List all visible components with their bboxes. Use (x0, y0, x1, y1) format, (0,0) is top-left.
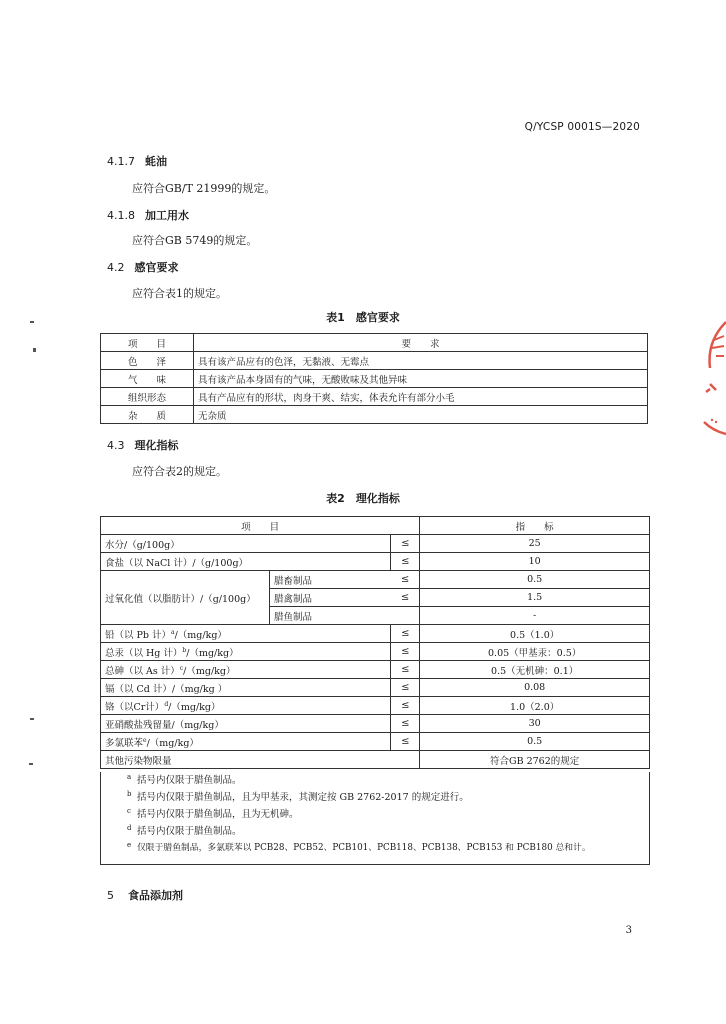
heading-4-3 (107, 437, 179, 453)
table-row (101, 661, 650, 679)
heading-4-1-8 (107, 207, 189, 223)
footnote-mark: e (143, 736, 147, 744)
footnote-mark: d (164, 700, 169, 708)
item-cell: 过氧化值（以脂肪计）/（g/100g） (101, 571, 270, 625)
sign-cell: ≤ (391, 625, 420, 643)
footnote-mark: a (127, 773, 132, 781)
footnote-mark: b (127, 790, 132, 798)
item-unit: /（mg/kg） (183, 665, 236, 677)
table-row (101, 553, 650, 571)
table-header-row (101, 517, 650, 535)
footnote (101, 772, 649, 789)
table2-caption: 表2 理化指标 (326, 492, 400, 505)
footnote-mark: c (179, 664, 184, 672)
value-cell: 0.5 (420, 571, 650, 589)
stamp-dot (711, 419, 713, 421)
heading-5 (107, 887, 183, 903)
sign-cell (391, 607, 420, 625)
item-text: 铅（以 Pb 计） (105, 629, 172, 641)
footnote (101, 840, 649, 857)
scan-mark (30, 321, 34, 323)
table-row (101, 697, 650, 715)
table2-notes (100, 772, 650, 865)
seal-stamp-fragment (700, 318, 726, 438)
paragraph-4-2: 应符合表1的规定。 (132, 287, 227, 300)
footnote-mark: c (127, 807, 131, 815)
value-cell: 0.08 (420, 679, 650, 697)
value-cell: - (420, 607, 650, 625)
table-cell: 具有该产品本身固有的气味，无酸败味及其他异味 (194, 370, 648, 388)
table-row (101, 733, 650, 751)
sign-cell: ≤ (391, 571, 420, 589)
scan-mark (30, 718, 34, 720)
table-cell: 无杂质 (194, 406, 648, 424)
table-row (101, 370, 648, 388)
table-row (101, 571, 650, 589)
heading-title: 理化指标 (134, 439, 179, 452)
sign-cell: ≤ (391, 535, 420, 553)
table1-caption: 表1 感官要求 (326, 311, 400, 324)
sign-cell: ≤ (391, 679, 420, 697)
table-row (101, 751, 650, 769)
sub-item-cell: 腊禽制品 (270, 589, 391, 607)
value-cell: 符合GB 2762的规定 (420, 751, 650, 769)
stamp-arc (704, 422, 726, 434)
heading-title: 蚝油 (145, 155, 167, 168)
table-cell: 杂 质 (101, 406, 194, 424)
table-cell: 组织形态 (101, 388, 194, 406)
heading-number: 4.3 (107, 439, 125, 452)
sign-cell: ≤ (391, 643, 420, 661)
heading-title: 食品添加剂 (128, 889, 183, 902)
item-cell (101, 643, 391, 661)
item-cell: 镉（以 Cd 计）/（mg/kg ） (101, 679, 391, 697)
value-cell: 0.5（无机砷：0.1） (420, 661, 650, 679)
footnote-mark: a (171, 628, 175, 636)
table-cell: 气 味 (101, 370, 194, 388)
item-cell: 食盐（以 NaCl 计）/（g/100g） (101, 553, 391, 571)
item-text: 总砷（以 As 计） (105, 665, 180, 677)
footnote (101, 823, 649, 840)
sign-cell: ≤ (391, 553, 420, 571)
value-cell: 10 (420, 553, 650, 571)
item-text: 铬（以Cr计） (105, 701, 165, 713)
table-header-cell: 指 标 (420, 517, 650, 535)
sign-cell: ≤ (391, 589, 420, 607)
item-cell (101, 733, 391, 751)
sub-item-cell: 腊鱼制品 (270, 607, 391, 625)
footnote-mark: e (127, 841, 132, 849)
physicochemical-table (100, 516, 650, 769)
footnote-mark: b (182, 646, 187, 654)
heading-number: 4.1.8 (107, 209, 135, 222)
item-cell (101, 661, 391, 679)
item-text: 总汞（以 Hg 计） (105, 647, 183, 659)
heading-number: 4.2 (107, 261, 125, 274)
table-header-cell: 要 求 (194, 334, 648, 352)
value-cell: 30 (420, 715, 650, 733)
footnote (101, 789, 649, 806)
item-cell: 其他污染物限量 (101, 751, 420, 769)
footnote-text: 括号内仅限于腊鱼制品，且为甲基汞，其测定按 GB 2762-2017 的规定进行。 (137, 792, 469, 803)
sign-cell: ≤ (391, 715, 420, 733)
item-cell (101, 697, 391, 715)
item-unit: /（mg/kg） (186, 647, 239, 659)
item-cell (101, 625, 391, 643)
stamp-dot (715, 421, 717, 423)
value-cell: 1.5 (420, 589, 650, 607)
sign-cell: ≤ (391, 661, 420, 679)
table-row (101, 535, 650, 553)
table-row (101, 679, 650, 697)
item-unit: /（mg/kg） (146, 737, 199, 749)
item-cell: 水分/（g/100g） (101, 535, 391, 553)
sign-cell: ≤ (391, 733, 420, 751)
value-cell: 1.0（2.0） (420, 697, 650, 715)
item-cell: 亚硝酸盐残留量/（mg/kg） (101, 715, 391, 733)
table-row (101, 715, 650, 733)
value-cell: 0.05（甲基汞：0.5） (420, 643, 650, 661)
table-cell: 具有产品应有的形状，肉身干爽、结实，体表允许有部分小毛 (194, 388, 648, 406)
table-header-cell: 项 目 (101, 517, 420, 535)
table-header-row (101, 334, 648, 352)
footnote-mark: d (127, 824, 132, 832)
stamp-arc (710, 322, 726, 368)
stamp-mark (706, 384, 716, 392)
sensory-table (100, 333, 648, 424)
table-row (101, 625, 650, 643)
table-cell: 具有该产品应有的色泽，无黏液、无霉点 (194, 352, 648, 370)
paragraph-4-1-7: 应符合GB/T 21999的规定。 (132, 182, 276, 195)
table-row (101, 388, 648, 406)
value-cell: 0.5（1.0） (420, 625, 650, 643)
document-code: Q/YCSP 0001S—2020 (524, 121, 640, 133)
value-cell: 0.5 (420, 733, 650, 751)
value-cell: 25 (420, 535, 650, 553)
footnote-text: 仅限于腊鱼制品，多氯联苯以 PCB28、PCB52、PCB101、PCB118、PCB138、PCB153 和 PCB180 总和计。 (137, 843, 591, 853)
table-row (101, 406, 648, 424)
footnote-text: 括号内仅限于腊鱼制品。 (137, 775, 242, 786)
heading-title: 感官要求 (134, 261, 179, 274)
scan-mark (29, 763, 33, 765)
table-cell: 色 泽 (101, 352, 194, 370)
heading-title: 加工用水 (145, 209, 189, 222)
page-number: 3 (625, 925, 632, 936)
sub-item-cell: 腊畜制品 (270, 571, 391, 589)
heading-4-2 (107, 259, 179, 275)
paragraph-4-1-8: 应符合GB 5749的规定。 (132, 234, 258, 247)
heading-number: 5 (107, 889, 114, 902)
footnote-text: 括号内仅限于腊鱼制品，且为无机砷。 (137, 809, 299, 820)
heading-4-1-7 (107, 153, 167, 169)
sign-cell: ≤ (391, 697, 420, 715)
footnote (101, 806, 649, 823)
paragraph-4-3: 应符合表2的规定。 (132, 465, 227, 478)
item-unit: /（mg/kg） (174, 629, 227, 641)
item-unit: /（mg/kg） (168, 701, 221, 713)
table-row (101, 643, 650, 661)
footnote-text: 括号内仅限于腊鱼制品。 (137, 826, 242, 837)
heading-number: 4.1.7 (107, 155, 135, 168)
table-row (101, 352, 648, 370)
item-text: 多氯联苯 (105, 737, 144, 749)
scan-mark (33, 348, 36, 352)
table-header-cell: 项 目 (101, 334, 194, 352)
